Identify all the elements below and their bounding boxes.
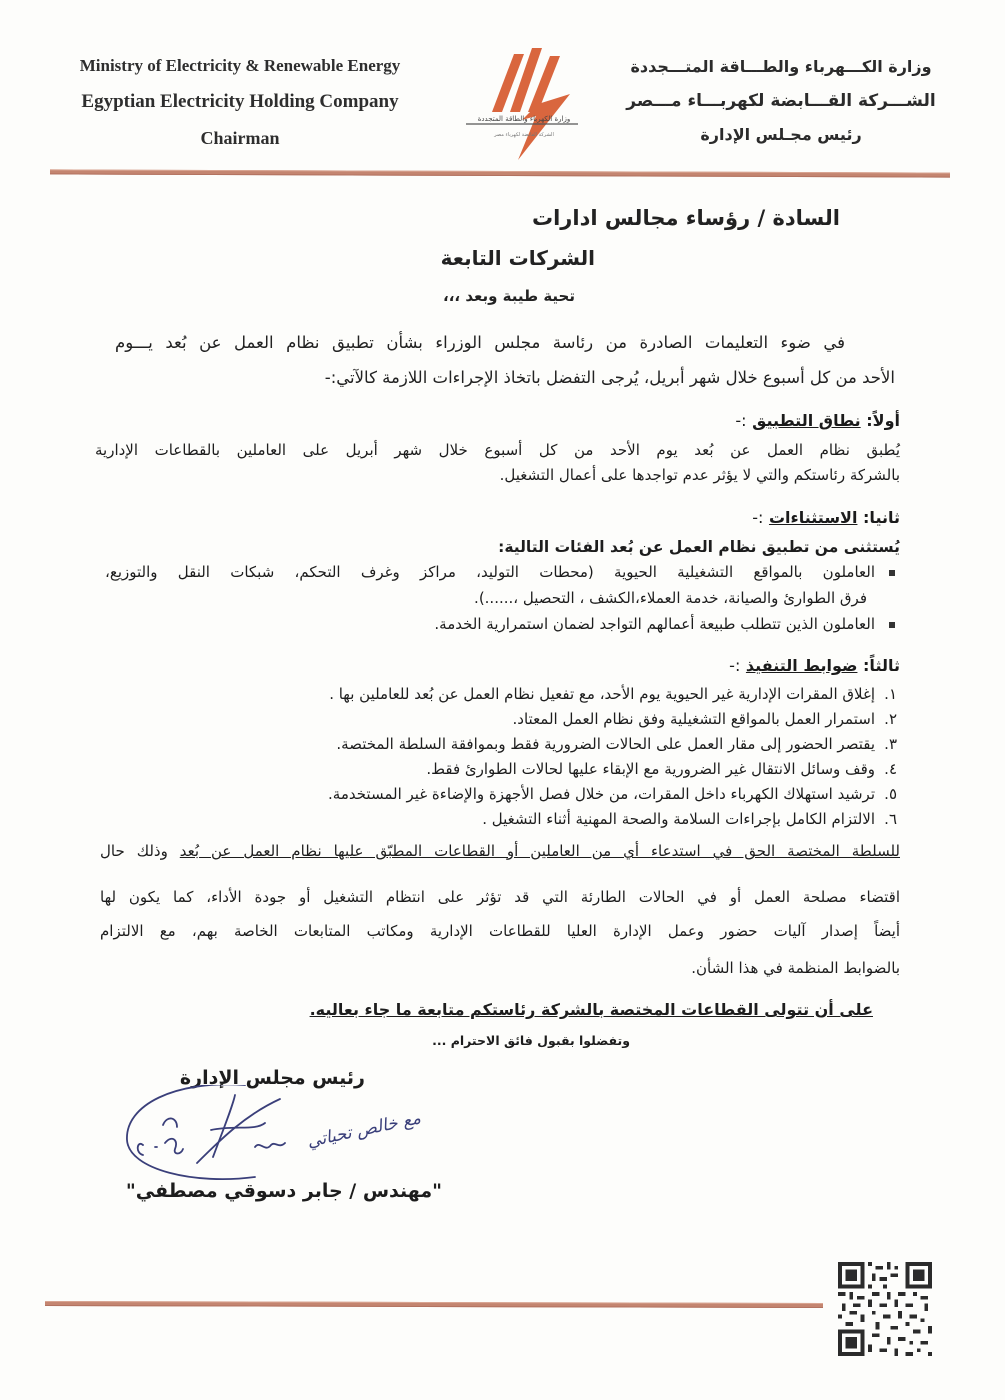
list-item bbox=[482, 810, 897, 828]
section-2-intro: يُستثنى من تطبيق نظام العمل عن بُعد الفئات التالية: bbox=[498, 538, 900, 556]
item-number: ٦. bbox=[884, 810, 897, 828]
closing-instruction: على أن تتولى القطاعات المختصة بالشركة رئاستكم متابعة ما جاء بعاليه. bbox=[309, 1000, 873, 1019]
logo-text-line2: الشركة القابضة لكهرباء مصر bbox=[494, 132, 554, 138]
item-number: ٢. bbox=[884, 710, 897, 728]
item-number: ١. bbox=[884, 685, 897, 703]
letterhead-arabic bbox=[611, 50, 951, 152]
authority-line-1 bbox=[100, 842, 900, 860]
section-1-prefix: أولاً: bbox=[866, 411, 900, 430]
item-number: ٤. bbox=[884, 760, 897, 778]
section-3-prefix: ثالثاً: bbox=[863, 656, 900, 675]
letterhead-english bbox=[40, 48, 440, 156]
section-2-suffix: :- bbox=[752, 508, 764, 527]
list-item bbox=[426, 760, 897, 778]
item-text: ترشيد استهلاك الكهرباء داخل المقرات، من خلال فصل الأجهزة والإضاءة غير المستخدمة. bbox=[328, 785, 875, 803]
office-title-en: Chairman bbox=[200, 128, 280, 148]
footer-divider bbox=[45, 1301, 823, 1308]
bullet-icon bbox=[889, 570, 895, 576]
intro-line-2: الأحد من كل أسبوع خلال شهر أبريل، يُرجى التفضل باتخاذ الإجراءات اللازمة كالآتي:- bbox=[324, 368, 895, 387]
item-text: يقتصر الحضور إلى مقار العمل على الحالات الضرورية فقط وبموافقة السلطة المختصة. bbox=[336, 735, 875, 753]
signatory-title: رئيس مجلس الإدارة bbox=[179, 1067, 365, 1089]
section-2-heading bbox=[752, 508, 900, 527]
handwritten-signature bbox=[115, 1085, 475, 1185]
qr-code-icon bbox=[838, 1262, 932, 1356]
authority-line-1-underlined: للسلطة المختصة الحق في استدعاء أي من العاملين أو القطاعات المطبّق عليها نظام العمل عن بُعد bbox=[179, 842, 900, 860]
list-item bbox=[105, 563, 895, 581]
list-item bbox=[328, 785, 897, 803]
company-name-en: Egyptian Electricity Holding Company bbox=[81, 91, 399, 112]
list-item bbox=[513, 710, 897, 728]
closing-regards: وتفضلوا بقبول فائق الاحترام ... bbox=[432, 1033, 630, 1048]
ministry-name-ar: وزارة الكـــهرباء والطـــاقة المتـــجددة bbox=[630, 57, 932, 76]
addressee-line-1: السادة / رؤساء مجالس ادارات bbox=[532, 206, 840, 230]
list-item bbox=[434, 615, 895, 633]
section-2-prefix: ثانيا: bbox=[863, 508, 900, 527]
section-1-suffix: :- bbox=[735, 411, 747, 430]
item-text: وقف وسائل الانتقال غير الضرورية مع الإبقاء عليها لحالات الطوارئ فقط. bbox=[426, 760, 875, 778]
section-2-title: الاستثناءات bbox=[768, 508, 858, 527]
section-3-title: ضوابط التنفيذ bbox=[745, 656, 858, 675]
item-text: الالتزام الكامل بإجراءات السلامة والصحة المهنية أثناء التشغيل . bbox=[482, 810, 875, 828]
addressee-line-2: الشركات التابعة bbox=[440, 246, 595, 270]
item-text: استمرار العمل بالمواقع التشغيلية وفق نظام العمل المعتاد. bbox=[512, 710, 875, 728]
section-1-line-1: يُطبق نظام العمل عن بُعد يوم الأحد من كل أسبوع خلال شهر أبريل على العاملين بالقطاعات الإدارية bbox=[95, 441, 900, 459]
lightning-bolt-logo bbox=[452, 42, 592, 166]
authority-line-3: أيضاً إصدار آليات حضور وعمل الإدارة العليا للقطاعات الإدارية ومكاتب المتابعات الخاصة بهم، مع الالتزام bbox=[100, 922, 900, 940]
company-name-ar: الشـــركة القـــابضة لكهربـــاء مـــصر bbox=[626, 91, 936, 111]
greeting: تحية طيبة وبعد ،،، bbox=[443, 287, 575, 305]
list-item bbox=[329, 685, 897, 703]
logo-text-line1: وزارة الكهرباء والطاقة المتجددة bbox=[477, 115, 571, 123]
authority-line-2: اقتضاء مصلحة العمل أو في الحالات الطارئة التي قد تؤثر على انتظام التشغيل أو جودة الأداء، كما يكون لها bbox=[100, 888, 900, 906]
section-1-line-2: بالشركة رئاستكم والتي لا يؤثر عدم تواجدها على أعمال التشغيل. bbox=[499, 466, 900, 484]
ministry-name-en: Ministry of Electricity & Renewable Energy bbox=[79, 56, 401, 75]
list-item bbox=[336, 735, 897, 753]
bullet-1-line-2: فرق الطوارئ والصيانة، خدمة العملاء،الكشف ، التحصيل ،......). bbox=[474, 589, 867, 607]
bullet-icon bbox=[889, 622, 895, 628]
signatory-name: "مهندس / جابر دسوقي مصطفي" bbox=[125, 1180, 442, 1202]
bullet-1-line-1: العاملون بالمواقع التشغيلية الحيوية (محطات التوليد، مراكز وغرف التحكم، شبكات النقل والتوزيع، bbox=[105, 563, 875, 581]
header-divider bbox=[50, 169, 950, 177]
item-number: ٥. bbox=[884, 785, 897, 803]
item-text: إغلاق المقرات الإدارية غير الحيوية يوم الأحد، مع تفعيل نظام العمل عن بُعد للعاملين بها . bbox=[329, 685, 875, 703]
section-1-heading bbox=[735, 411, 900, 430]
authority-line-4: بالضوابط المنظمة في هذا الشأن. bbox=[691, 959, 900, 977]
section-1-title: نطاق التطبيق bbox=[752, 411, 861, 430]
bullet-2-line-1: العاملون الذين تتطلب طبيعة أعمالهم التواجد لضمان استمرارية الخدمة. bbox=[434, 615, 875, 633]
handwritten-note: مع خالص تحياتي bbox=[305, 1108, 423, 1152]
authority-line-1-rest: وذلك حال bbox=[100, 842, 180, 860]
item-number: ٣. bbox=[884, 735, 897, 753]
intro-line-1: في ضوء التعليمات الصادرة من رئاسة مجلس الوزراء بشأن تطبيق نظام العمل عن بُعد يـــوم bbox=[115, 333, 845, 352]
section-3-heading bbox=[729, 656, 900, 675]
section-3-suffix: :- bbox=[729, 656, 741, 675]
office-title-ar: رئيس مجـلس الإدارة bbox=[700, 125, 862, 144]
